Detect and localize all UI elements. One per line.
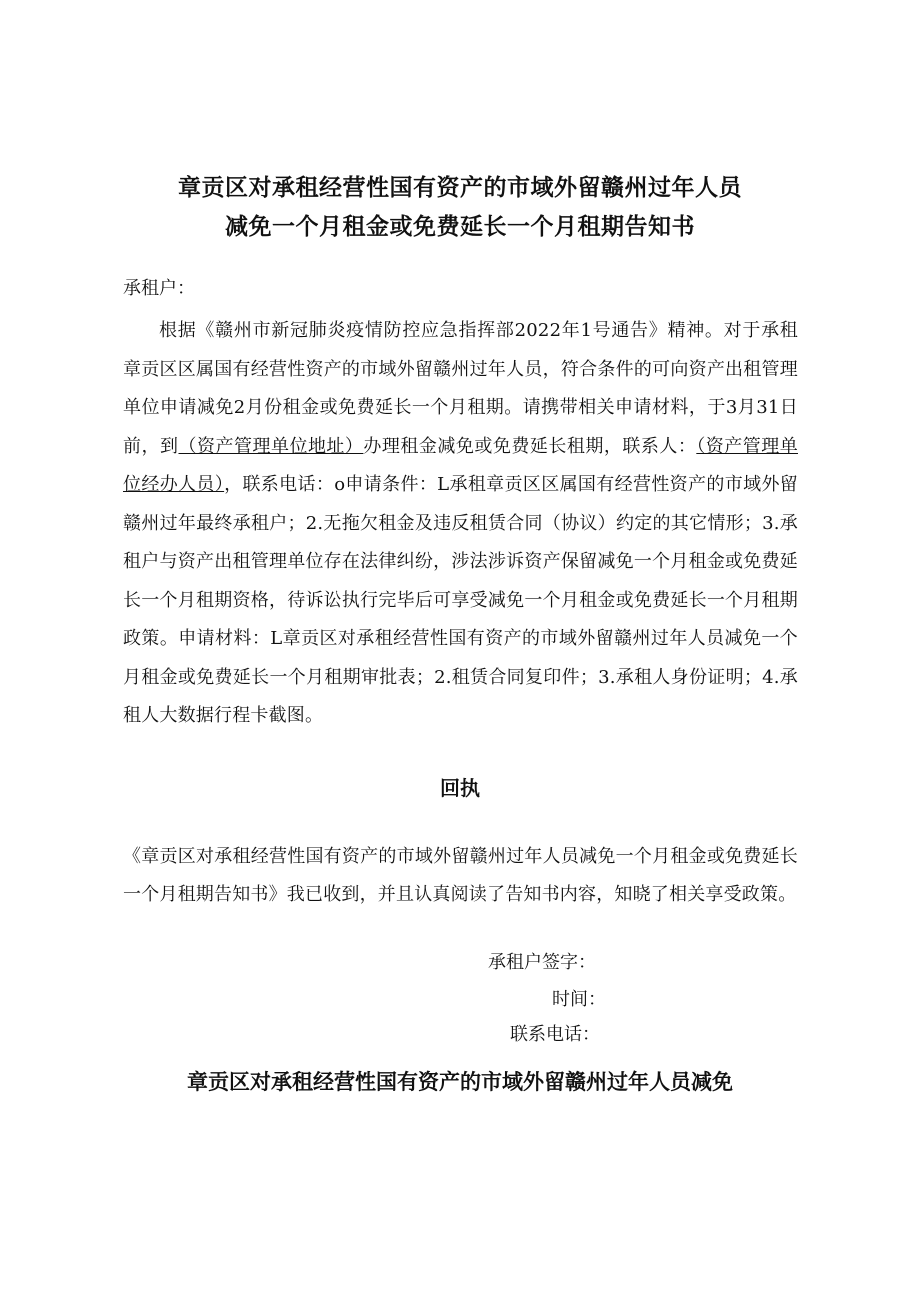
receipt-text: 《章贡区对承租经营性国有资产的市域外留赣州过年人员减免一个月租金或免费延长一个月租期告知书》我已收到，并且认真阅读了告知书内容，知晓了相关享受政策。 [123,846,798,905]
notice-body [123,312,798,736]
address-placeholder: （资产管理单位地址） [178,435,364,457]
notice-body-part-1: 根据《赣州市新冠肺炎疫情防控应急指挥部2022年1号通告》精神。对于承租章贡区区属国有经营性资产的市域外留赣州过年人员，符合条件的可向资产出租管理单位申请减免2月份租金或免费延长一个月租期。请携带相关申请材料，于3月31日前，到 [123,320,798,457]
document-title-line-1: 章贡区对承租经营性国有资产的市域外留赣州过年人员 [178,175,742,201]
document-title-line-2: 减免一个月租金或免费延长一个月租期告知书 [225,214,695,240]
receipt-heading: 回执 [440,776,480,800]
notice-body-part-2: 办理租金减免或免费延长租期，联系人： [363,435,697,457]
next-form-title: 章贡区对承租经营性国有资产的市域外留赣州过年人员减免 [187,1070,733,1094]
signature-label: 承租户签字： [488,952,596,973]
salutation: 承租户： [123,278,195,299]
contact-person-placeholder: （资产管理单位经办人员） [123,435,798,495]
time-label: 时间： [552,989,606,1010]
phone-label: 联系电话： [510,1024,600,1045]
notice-body-part-3: ，联系电话：o申请条件：L承租章贡区区属国有经营性资产的市域外留赣州过年最终承租户；2.无拖欠租金及违反租赁合同（协议）约定的其它情形；3.承租户与资产出租管理单位存在法律纠纷，涉法涉诉资产保留减免一个月租金或免费延长一个月租期资格，待诉讼执行完毕后可享受减免一个月租金或免费延长一个月租期政策。申请材料：L章贡区对承租经营性国有资产的市域外留赣州过年人员减免一个月租金或免费延长一个月租期审批表；2.租赁合同复印件；3.承租人身份证明；4.承租人大数据行程卡截图。 [123,474,798,726]
